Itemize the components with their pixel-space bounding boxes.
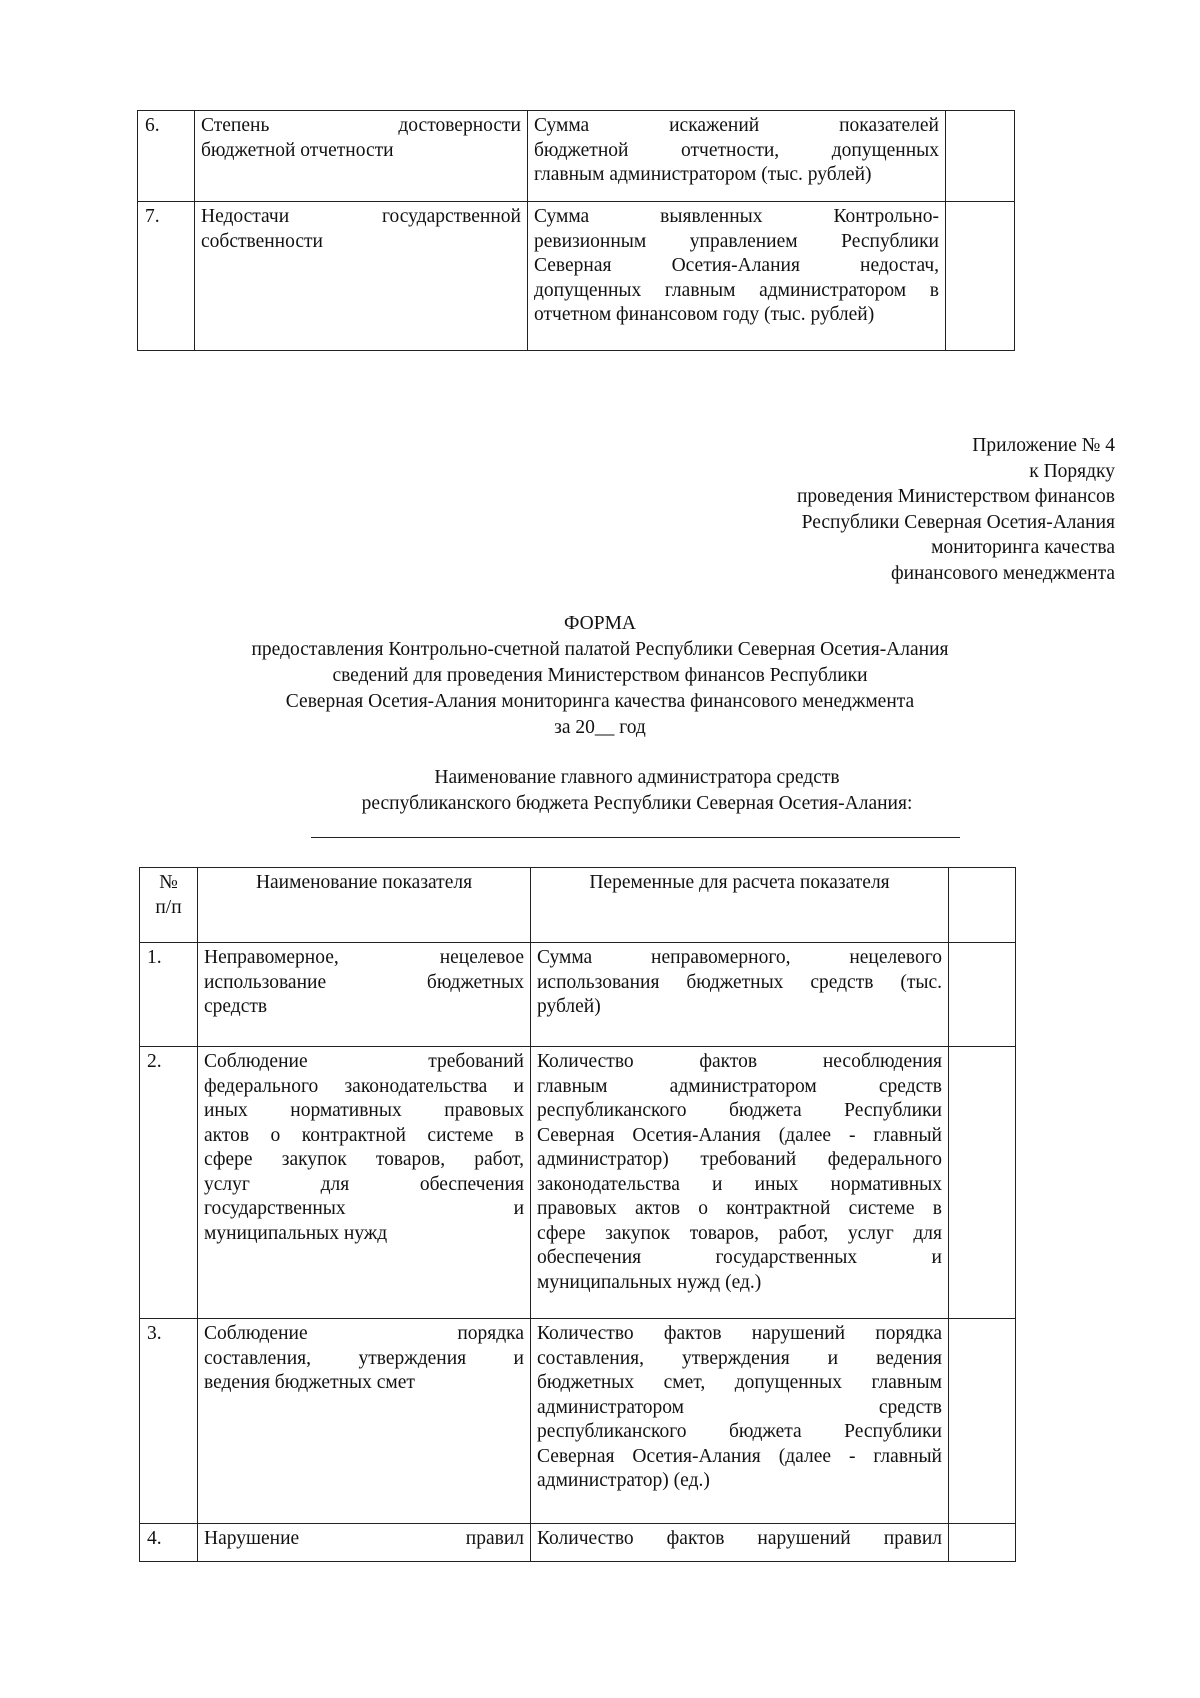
form-subtitle: предоставления Контрольно-счетной палатой Республики Северная Осетия-Алания: [251, 639, 949, 660]
row-number: 4.: [140, 1524, 198, 1562]
row-number: 7.: [138, 202, 195, 351]
indicator-name: Соблюдение порядка составления, утверждения и ведения бюджетных смет: [198, 1319, 531, 1524]
form-year: за 20__ год: [554, 717, 646, 738]
table-row: [140, 1524, 1016, 1562]
indicator-name: Соблюдение требований федерального законодательства и иных нормативных правовых актов о контрактной системе в сфере закупок товаров, работ, услуг для обеспечения государственных и муниципальных нужд: [198, 1047, 531, 1319]
table-row: [138, 202, 1015, 351]
indicator-variables: Сумма искажений показателей бюджетной отчетности, допущенных главным администратором (тыс. рублей): [528, 111, 946, 202]
indicator-name: Неправомерное, нецелевое использование бюджетных средств: [198, 943, 531, 1047]
table-row: [140, 1047, 1016, 1319]
indicator-name: Нарушение правил: [198, 1524, 531, 1562]
indicator-variables: Количество фактов нарушений порядка составления, утверждения и ведения бюджетных смет, допущенных главным администратором средств республиканского бюджета Республики Северная Осетия-Алания (далее - главный администратор) (ед.): [531, 1319, 949, 1524]
empty-cell: [946, 202, 1015, 351]
row-number: 1.: [140, 943, 198, 1047]
empty-cell: [946, 111, 1015, 202]
indicators-table: [139, 867, 1016, 1562]
header-number: № п/п: [140, 868, 198, 943]
table-row: [140, 943, 1016, 1047]
administrator-caption: Наименование главного администратора средств республиканского бюджета Республики Северная Осетия-Алания:: [361, 767, 913, 814]
form-subtitle: сведений для проведения Министерством финансов Республики: [332, 665, 868, 686]
empty-cell: [949, 1319, 1016, 1524]
table-row: [138, 111, 1015, 202]
row-number: 6.: [138, 111, 195, 202]
indicator-variables: Сумма неправомерного, нецелевого использования бюджетных средств (тыс. рублей): [531, 943, 949, 1047]
header-variables: Переменные для расчета показателя: [531, 868, 949, 943]
form-subtitle: Северная Осетия-Алания мониторинга качества финансового менеджмента: [285, 691, 915, 712]
row-number: 3.: [140, 1319, 198, 1524]
empty-cell: [949, 943, 1016, 1047]
empty-cell: [949, 1524, 1016, 1562]
header-empty: [949, 868, 1016, 943]
empty-cell: [949, 1047, 1016, 1319]
indicator-variables: Количество фактов нарушений правил: [531, 1524, 949, 1562]
table-header-row: [140, 868, 1016, 943]
administrator-name-line: [311, 837, 960, 838]
indicator-name: Степень достоверности бюджетной отчетности: [195, 111, 528, 202]
indicator-variables: Сумма выявленных Контрольно- ревизионным управлением Республики Северная Осетия-Алания недостач, допущенных главным администратором в отчетном финансовом году (тыс. рублей): [528, 202, 946, 351]
form-title: ФОРМА: [564, 613, 636, 634]
header-indicator-name: Наименование показателя: [198, 868, 531, 943]
row-number: 2.: [140, 1047, 198, 1319]
form-title-block: [0, 611, 1200, 741]
indicators-table-continued: [137, 110, 1015, 351]
indicator-name: Недостачи государственной собственности: [195, 202, 528, 351]
annex-reference: Приложение № 4 к Порядку проведения Министерством финансов Республики Северная Осетия-Алания мониторинга качества финансового менеджмента: [797, 435, 1115, 584]
table-row: [140, 1319, 1016, 1524]
indicator-variables: Количество фактов несоблюдения главным администратором средств республиканского бюджета Республики Северная Осетия-Алания (далее - главный администратор) требований федерального законодательства и иных нормативных правовых актов о контрактной системе в сфере закупок товаров, работ, услуг для обеспечения государственных и муниципальных нужд (ед.): [531, 1047, 949, 1319]
